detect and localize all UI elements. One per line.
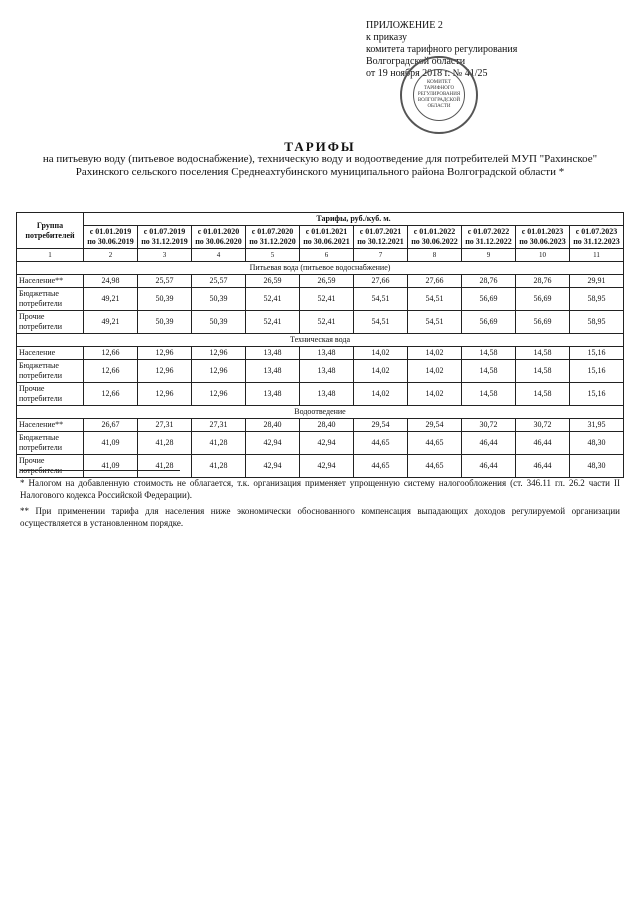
consumer-group-cell: Бюджетные потребители [17,288,84,311]
table-row [17,347,624,360]
tariff-value-cell: 27,66 [354,275,408,288]
tariff-value-cell: 58,95 [570,311,624,334]
tariff-value-cell: 41,28 [192,455,246,478]
tariff-value-cell: 30,72 [516,419,570,432]
consumer-group-cell: Население** [17,275,84,288]
tariff-value-cell: 14,58 [462,347,516,360]
period-header: с 01.07.2021 по 30.12.2021 [354,226,408,249]
tariff-value-cell: 12,96 [192,383,246,406]
period-header: с 01.07.2022 по 31.12.2022 [462,226,516,249]
tariff-value-cell: 46,44 [516,455,570,478]
appendix-line-4: Волгоградской области [366,56,466,67]
section-header-row [17,406,624,419]
tariff-value-cell: 24,98 [84,275,138,288]
column-number-row [17,249,624,262]
tariff-value-cell: 14,02 [408,347,462,360]
tariff-value-cell: 13,48 [246,347,300,360]
tariff-value-cell: 28,76 [516,275,570,288]
period-header: с 01.07.2023 по 31.12.2023 [570,226,624,249]
tariff-value-cell: 13,48 [300,347,354,360]
tariffs-column-header: Тарифы, руб./куб. м. [84,213,624,226]
footnotes-block [20,470,620,533]
tariff-value-cell: 12,96 [192,347,246,360]
tariff-value-cell: 29,91 [570,275,624,288]
column-number: 7 [354,249,408,262]
period-header: с 01.01.2021 по 30.06.2021 [300,226,354,249]
tariff-value-cell: 56,69 [516,288,570,311]
table-row [17,275,624,288]
tariff-value-cell: 15,16 [570,360,624,383]
title-subline-1: на питьевую воду (питьевое водоснабжение), техническую воду и водоотведение для потребителей МУП "Рахинское" [42,153,598,165]
tariff-value-cell: 12,66 [84,383,138,406]
table-row [17,383,624,406]
tariff-value-cell: 41,28 [192,432,246,455]
tariff-value-cell: 29,54 [408,419,462,432]
tariff-value-cell: 29,54 [354,419,408,432]
column-number: 10 [516,249,570,262]
tariff-value-cell: 52,41 [300,311,354,334]
period-header: с 01.01.2020 по 30.06.2020 [192,226,246,249]
official-seal-stamp [400,56,478,134]
table-header-row-1 [17,213,624,226]
tariff-value-cell: 46,44 [462,455,516,478]
tariff-value-cell: 48,30 [570,455,624,478]
table-row [17,360,624,383]
tariff-value-cell: 46,44 [462,432,516,455]
tariff-value-cell: 41,09 [84,455,138,478]
column-number: 9 [462,249,516,262]
consumer-group-cell: Прочие потребители [17,383,84,406]
consumer-group-cell: Бюджетные потребители [17,360,84,383]
tariff-value-cell: 31,95 [570,419,624,432]
tariff-value-cell: 54,51 [408,311,462,334]
section-header-row [17,334,624,347]
tariff-value-cell: 12,66 [84,347,138,360]
title-subline-2: Рахинского сельского поселения Среднеахтубинского муниципального района Волгоградской области * [75,166,565,178]
appendix-block [366,20,616,80]
tariff-value-cell: 58,95 [570,288,624,311]
tariff-value-cell: 50,39 [192,311,246,334]
column-number: 6 [300,249,354,262]
period-header: с 01.07.2019 по 31.12.2019 [138,226,192,249]
tariff-value-cell: 50,39 [138,288,192,311]
tariff-value-cell: 14,58 [516,383,570,406]
table-row [17,288,624,311]
consumer-group-cell: Прочие потребители [17,311,84,334]
tariff-value-cell: 14,58 [516,360,570,383]
tariff-value-cell: 27,31 [192,419,246,432]
column-number: 8 [408,249,462,262]
tariff-value-cell: 26,59 [300,275,354,288]
tariff-value-cell: 14,02 [354,360,408,383]
tariff-value-cell: 28,76 [462,275,516,288]
tariff-value-cell: 27,66 [408,275,462,288]
tariff-value-cell: 13,48 [300,383,354,406]
tariff-value-cell: 14,02 [408,360,462,383]
period-header: с 01.01.2019 по 30.06.2019 [84,226,138,249]
appendix-line-3: комитета тарифного регулирования [366,44,518,55]
tariff-value-cell: 28,40 [246,419,300,432]
tariff-value-cell: 13,48 [246,360,300,383]
tariff-value-cell: 26,59 [246,275,300,288]
document-title [20,140,620,179]
column-number: 3 [138,249,192,262]
tariff-value-cell: 44,65 [354,432,408,455]
group-column-header: Группа потребителей [17,213,84,249]
footnote-2: ** При применении тарифа для населения ниже экономически обоснованного компенсация выпадающих доходов регулируемой организации осуществляется в установленном порядке. [20,506,620,528]
tariff-value-cell: 14,02 [354,347,408,360]
tariff-value-cell: 54,51 [354,311,408,334]
consumer-group-cell: Бюджетные потребители [17,432,84,455]
tariff-value-cell: 12,96 [138,383,192,406]
tariff-value-cell: 52,41 [300,288,354,311]
footnote-divider [20,470,180,471]
tariff-value-cell: 12,96 [138,347,192,360]
tariff-value-cell: 13,48 [246,383,300,406]
section-header-row [17,262,624,275]
appendix-line-1: ПРИЛОЖЕНИЕ 2 [366,20,443,31]
tariff-value-cell: 25,57 [192,275,246,288]
appendix-line-2: к приказу [366,32,407,43]
consumer-group-cell: Прочие потребители [17,455,84,478]
tariff-value-cell: 25,57 [138,275,192,288]
tariff-value-cell: 12,96 [138,360,192,383]
title-heading: ТАРИФЫ [284,139,356,154]
tariff-value-cell: 44,65 [408,432,462,455]
tariff-value-cell: 14,02 [354,383,408,406]
column-number: 4 [192,249,246,262]
tariff-value-cell: 41,28 [138,432,192,455]
tariff-value-cell: 27,31 [138,419,192,432]
tariff-value-cell: 14,02 [408,383,462,406]
tariff-value-cell: 12,96 [192,360,246,383]
tariff-value-cell: 54,51 [408,288,462,311]
tariff-value-cell: 56,69 [462,288,516,311]
tariff-value-cell: 28,40 [300,419,354,432]
table-header-periods-row [17,226,624,249]
tariff-value-cell: 49,21 [84,311,138,334]
tariff-value-cell: 50,39 [192,288,246,311]
consumer-group-cell: Население** [17,419,84,432]
column-number: 5 [246,249,300,262]
seal-text: КОМИТЕТ ТАРИФНОГО РЕГУЛИРОВАНИЯ ВОЛГОГРАДСКОЙ ОБЛАСТИ [413,69,465,121]
tariff-value-cell: 42,94 [246,455,300,478]
tariff-value-cell: 49,21 [84,288,138,311]
tariff-value-cell: 26,67 [84,419,138,432]
period-header: с 01.01.2023 по 30.06.2023 [516,226,570,249]
tariff-value-cell: 54,51 [354,288,408,311]
appendix-line-5: от 19 ноября 2018 г. № 41/25 [366,68,488,79]
period-header: с 01.07.2020 по 31.12.2020 [246,226,300,249]
tariff-value-cell: 15,16 [570,383,624,406]
tariff-value-cell: 30,72 [462,419,516,432]
tariff-value-cell: 52,41 [246,311,300,334]
tariff-value-cell: 41,28 [138,455,192,478]
section-title: Техническая вода [17,334,624,347]
tariff-value-cell: 14,58 [462,360,516,383]
period-header: с 01.01.2022 по 30.06.2022 [408,226,462,249]
tariff-value-cell: 48,30 [570,432,624,455]
tariff-value-cell: 44,65 [354,455,408,478]
tariff-value-cell: 42,94 [300,455,354,478]
tariff-value-cell: 46,44 [516,432,570,455]
column-number: 2 [84,249,138,262]
column-number: 1 [17,249,84,262]
tariff-value-cell: 14,58 [462,383,516,406]
table-row [17,419,624,432]
tariffs-table [16,212,624,478]
tariff-value-cell: 56,69 [516,311,570,334]
tariff-value-cell: 14,58 [516,347,570,360]
tariff-value-cell: 12,66 [84,360,138,383]
tariff-value-cell: 41,09 [84,432,138,455]
section-title: Питьевая вода (питьевое водоснабжение) [17,262,624,275]
tariff-value-cell: 13,48 [300,360,354,383]
tariff-value-cell: 52,41 [246,288,300,311]
footnote-1: * Налогом на добавленную стоимость не облагается, т.к. организация применяет упрощенную систему налогообложения (ст. 346.11 гл. 26.2 части II Налогового кодекса Российской Федерации). [20,478,620,500]
table-row [17,432,624,455]
tariff-value-cell: 44,65 [408,455,462,478]
tariffs-table-body [17,262,624,478]
tariff-value-cell: 42,94 [300,432,354,455]
tariff-value-cell: 50,39 [138,311,192,334]
tariff-value-cell: 56,69 [462,311,516,334]
tariff-value-cell: 42,94 [246,432,300,455]
tariff-value-cell: 15,16 [570,347,624,360]
section-title: Водоотведение [17,406,624,419]
table-row [17,311,624,334]
column-number: 11 [570,249,624,262]
consumer-group-cell: Население [17,347,84,360]
